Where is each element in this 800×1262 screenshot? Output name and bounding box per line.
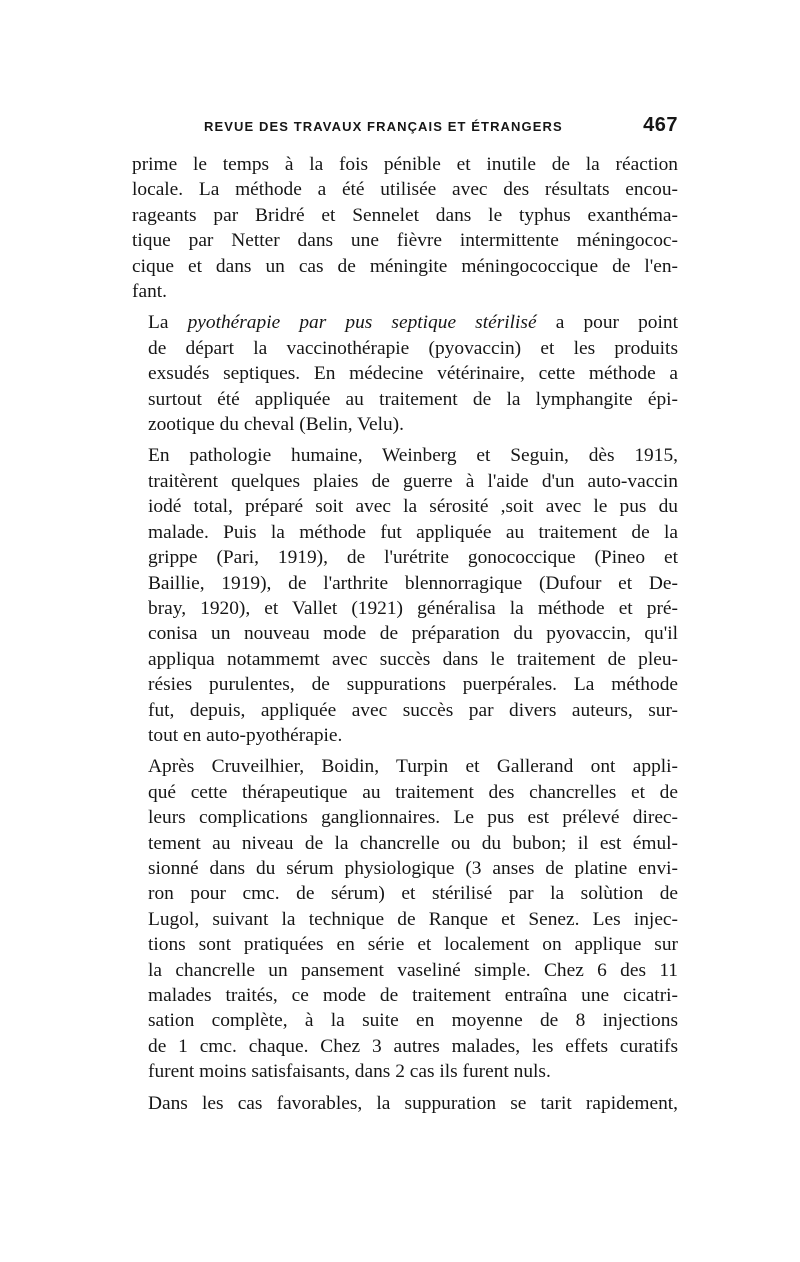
text-line: Lugol, suivant la technique de Ranque et Senez. Les injec- — [148, 908, 678, 930]
text-line: exsudés septiques. En médecine vétérinaire, cette méthode a — [148, 363, 678, 385]
paragraph — [132, 1091, 678, 1116]
text-line: la chancrelle un pansement vaseliné simple. Chez 6 des 11 — [148, 959, 678, 981]
text-line: En pathologie humaine, Weinberg et Seguin, dès 1915, — [148, 445, 678, 467]
text-line: leurs complications ganglionnaires. Le pus est prélevé direc- — [148, 807, 678, 829]
text-line: iodé total, préparé soit avec la sérosité ,soit avec le pus du — [148, 496, 678, 518]
body-text — [132, 152, 678, 1116]
text-line: ron pour cmc. de sérum) et stérilisé par la solùtion de — [148, 883, 678, 905]
text-fragment: a pour point — [555, 312, 678, 334]
text-line: zootique du cheval (Belin, Velu). — [148, 414, 404, 436]
text-line: prime le temps à la fois pénible et inutile de la réaction — [132, 154, 678, 175]
text-line: furent moins satisfaisants, dans 2 cas ils furent nuls. — [148, 1061, 551, 1083]
text-line: sation complète, à la suite en moyenne de 8 injections — [148, 1010, 678, 1032]
text-line: de départ la vaccinothérapie (pyovaccin) et les produits — [148, 337, 678, 359]
text-fragment: La — [148, 312, 169, 334]
text-line: tions sont pratiquées en série et localement on applique sur — [148, 934, 678, 956]
text-line: Baillie, 1919), de l'arthrite blennorragique (Dufour et De- — [148, 572, 678, 594]
text-line: malade. Puis la méthode fut appliquée au traitement de la — [148, 521, 678, 543]
text-line: grippe (Pari, 1919), de l'urétrite gonococcique (Pineo et — [148, 547, 678, 569]
text-line: fant. — [132, 281, 167, 303]
paragraph — [132, 310, 678, 437]
text-line: appliqua notammemt avec succès dans le traitement de pleu- — [148, 648, 678, 670]
paragraph — [132, 754, 678, 1084]
text-line: tique par Netter dans une fièvre intermittente méningococ- — [132, 230, 678, 252]
paragraph — [132, 443, 678, 748]
text-line: Après Cruveilhier, Boidin, Turpin et Gallerand ont appli- — [148, 756, 678, 778]
page-number: 467 — [643, 114, 678, 136]
text-line: bray, 1920), et Vallet (1921) généralisa la méthode et pré- — [148, 597, 678, 619]
text-line: qué cette thérapeutique au traitement des chancrelles et de — [148, 781, 678, 803]
text-line — [132, 310, 678, 335]
running-header — [132, 116, 678, 140]
text-line: tout en auto-pyothérapie. — [148, 724, 343, 746]
text-line: de 1 cmc. chaque. Chez 3 autres malades, les effets curatifs — [148, 1035, 678, 1057]
text-line: locale. La méthode a été utilisée avec des résultats encou- — [132, 179, 678, 201]
italic-phrase: pyothérapie par pus septique stérilisé — [187, 312, 537, 334]
text-line: malades traités, ce mode de traitement entraîna une cicatri- — [148, 985, 678, 1006]
text-line: tement au niveau de la chancrelle ou du bubon; il est émul- — [148, 832, 678, 854]
text-line: conisa un nouveau mode de préparation du pyovaccin, qu'il — [148, 623, 678, 645]
text-line: traitèrent quelques plaies de guerre à l'aide d'un auto-vaccin — [148, 470, 678, 492]
paragraph — [132, 152, 678, 304]
text-line: rageants par Bridré et Sennelet dans le typhus exanthéma- — [132, 204, 678, 226]
text-line: résies purulentes, de suppurations puerpérales. La méthode — [148, 674, 678, 696]
text-line: sionné dans du sérum physiologique (3 anses de platine envi- — [148, 857, 678, 879]
text-line: Dans les cas favorables, la suppuration se tarit rapidement, — [148, 1092, 678, 1114]
text-line: fut, depuis, appliquée avec succès par divers auteurs, sur- — [148, 699, 678, 721]
text-line: cique et dans un cas de méningite méningococcique de l'en- — [132, 255, 678, 277]
running-title: REVUE DES TRAVAUX FRANÇAIS ET ÉTRANGERS — [204, 119, 563, 134]
text-line: surtout été appliquée au traitement de la lymphangite épi- — [148, 388, 678, 410]
